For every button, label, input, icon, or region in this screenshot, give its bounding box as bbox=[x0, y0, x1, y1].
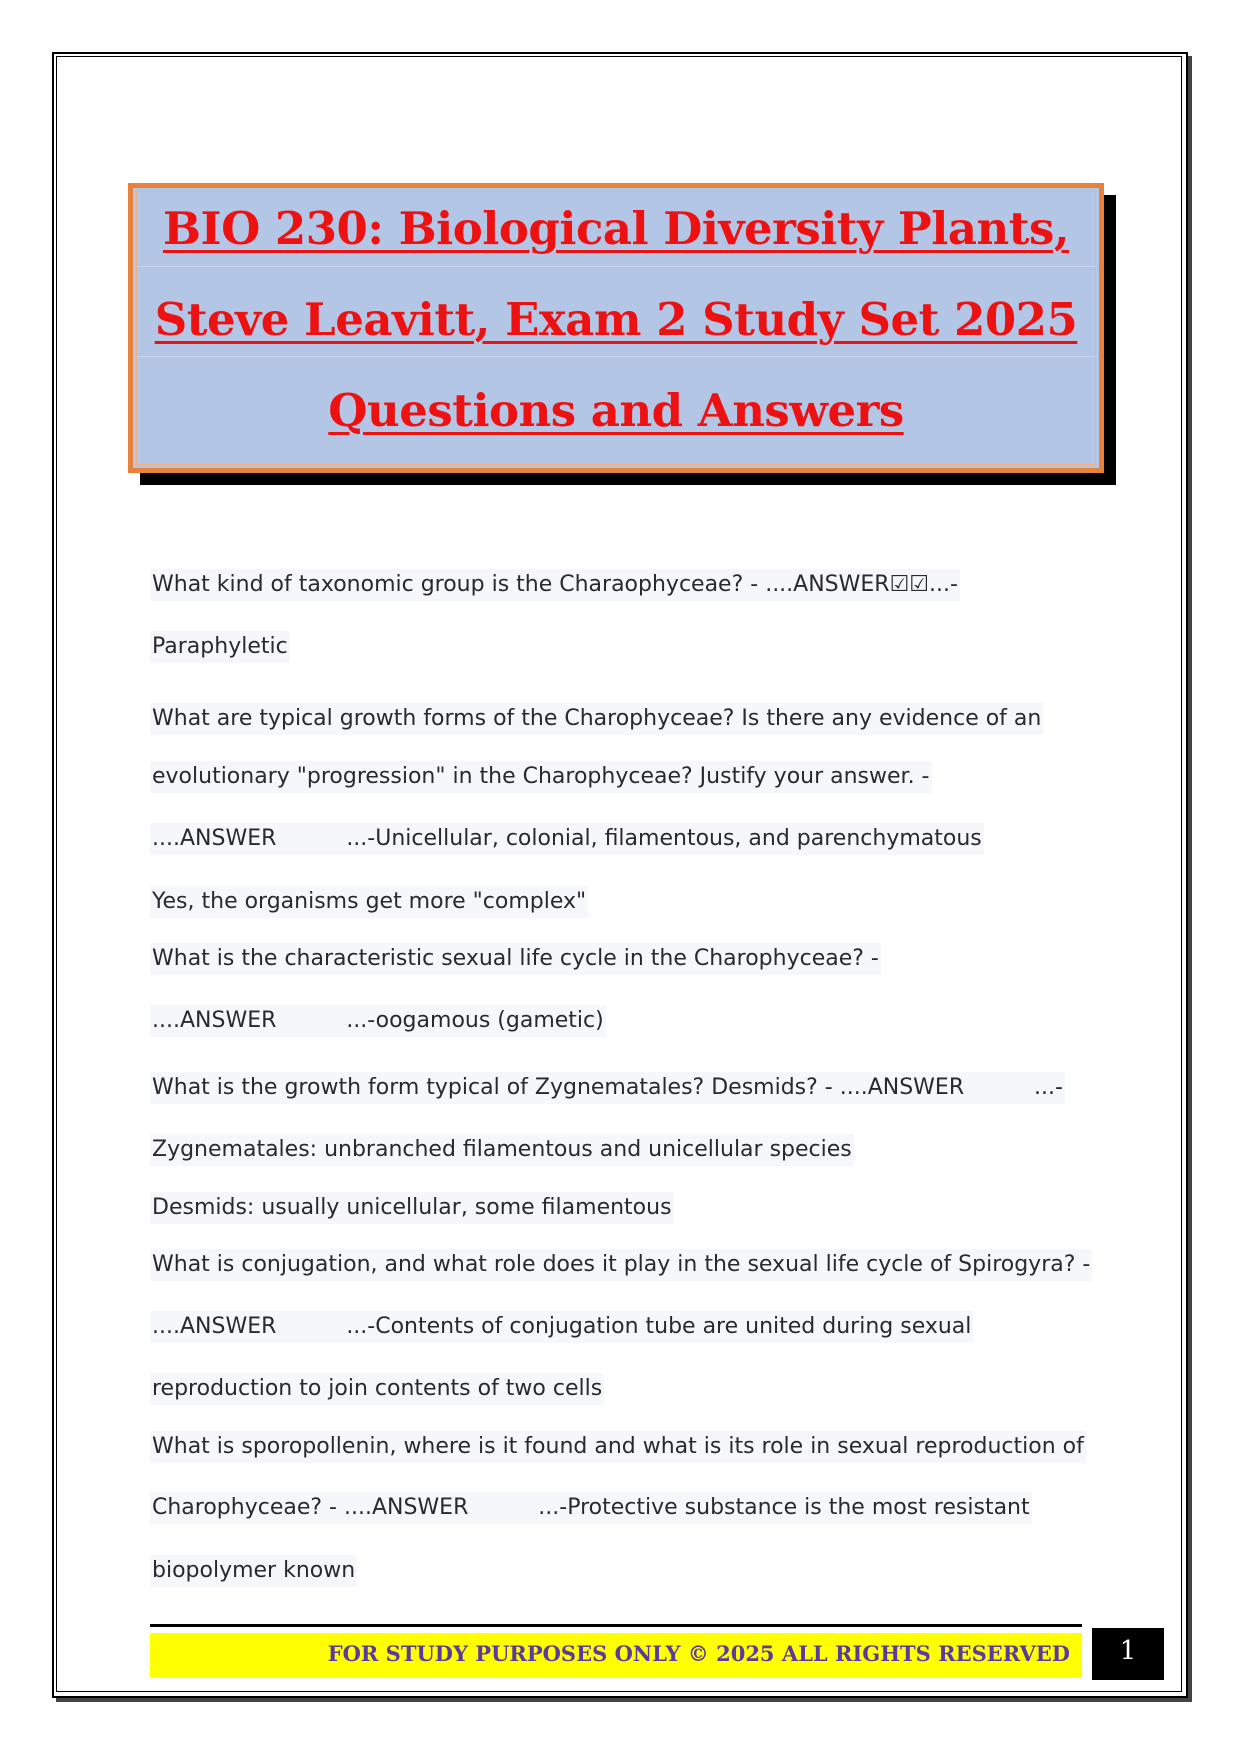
question-line: What is the characteristic sexual life cycle in the Charophyceae? - bbox=[150, 943, 881, 975]
document-title-line-2: Steve Leavitt, Exam 2 Study Set 2025 bbox=[154, 293, 1078, 346]
answer-line: Paraphyletic bbox=[150, 631, 290, 663]
footer-bar bbox=[150, 1633, 1082, 1677]
answer-line: reproduction to join contents of two cells bbox=[150, 1373, 604, 1405]
answer-line: Yes, the organisms get more "complex" bbox=[150, 886, 588, 918]
question-line: evolutionary "progression" in the Charophyceae? Justify your answer. - bbox=[150, 761, 932, 793]
document-title-line-3: Questions and Answers bbox=[328, 384, 904, 437]
title-box-rule bbox=[137, 266, 1097, 267]
question-line: What is conjugation, and what role does it play in the sexual life cycle of Spirogyra? - bbox=[150, 1249, 1092, 1281]
answer-line: ....ANSWER ...-Unicellular, colonial, filamentous, and parenchymatous bbox=[150, 823, 984, 855]
question-line: What kind of taxonomic group is the Charaophyceae? - ....ANSWER☑☑...- bbox=[150, 569, 960, 601]
answer-line: biopolymer known bbox=[150, 1555, 357, 1587]
title-box bbox=[128, 183, 1104, 473]
answer-line: ....ANSWER ...-Contents of conjugation tube are united during sexual bbox=[150, 1311, 973, 1343]
answer-line: Charophyceae? - ....ANSWER ...-Protective substance is the most resistant bbox=[150, 1492, 1032, 1524]
question-line: What is the growth form typical of Zygnematales? Desmids? - ....ANSWER ...- bbox=[150, 1072, 1065, 1104]
question-line: What are typical growth forms of the Charophyceae? Is there any evidence of an bbox=[150, 703, 1043, 735]
footer-rule bbox=[150, 1624, 1082, 1627]
answer-line: Desmids: usually unicellular, some filamentous bbox=[150, 1192, 674, 1224]
question-line: What is sporopollenin, where is it found and what is its role in sexual reproduction of bbox=[150, 1431, 1086, 1463]
document-title-line-1: BIO 230: Biological Diversity Plants, bbox=[162, 202, 1070, 255]
title-box-rule bbox=[137, 356, 1097, 357]
footer-text: FOR STUDY PURPOSES ONLY © 2025 ALL RIGHTS RESERVED bbox=[327, 1641, 1070, 1666]
answer-line: ....ANSWER ...-oogamous (gametic) bbox=[150, 1005, 606, 1037]
answer-line: Zygnematales: unbranched filamentous and unicellular species bbox=[150, 1134, 854, 1166]
page-number: 1 bbox=[1092, 1628, 1164, 1680]
